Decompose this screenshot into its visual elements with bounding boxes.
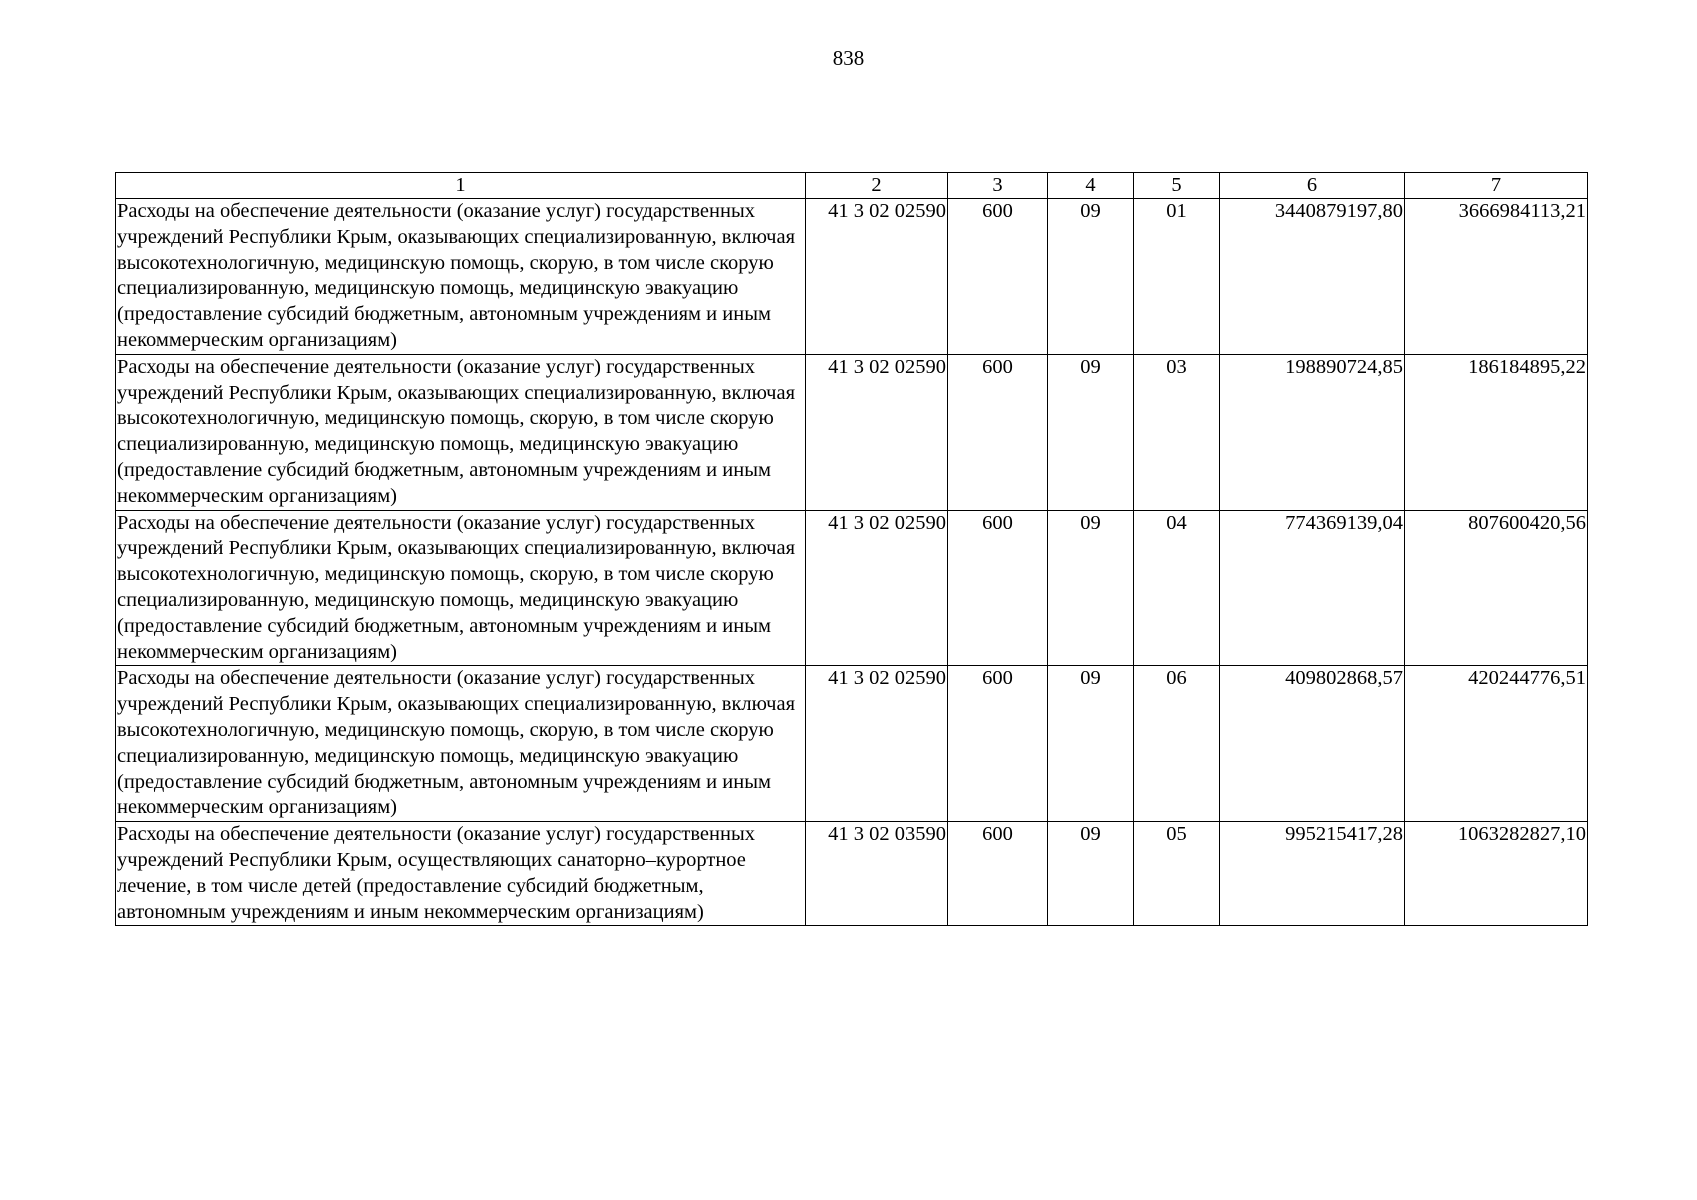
header-col-5: 5 [1134,173,1220,199]
table-header [116,173,1588,199]
header-col-6: 6 [1220,173,1405,199]
table-row [116,199,1588,355]
expense-type-code: 600 [948,822,1048,926]
expense-name: Расходы на обеспечение деятельности (оказание услуг) государственных учреждений Республики Крым, оказывающих специализированную, включая высокотехнологичную, медицинскую помощь, скорую, в том числе скорую специализированную, медицинскую помощь, медицинскую эвакуацию (предоставление субсидий бюджетным, автономным учреждениям и иным некоммерческим организациям) [116,666,806,822]
amount-col-7: 807600420,56 [1405,510,1588,666]
target-article-code: 41 3 02 02590 [806,354,948,510]
subsection-code: 05 [1134,822,1220,926]
header-col-2: 2 [806,173,948,199]
expense-name: Расходы на обеспечение деятельности (оказание услуг) государственных учреждений Республики Крым, осуществляющих санаторно–курортное лечение, в том числе детей (предоставление субсидий бюджетным, автономным учреждениям и иным некоммерческим организациям) [116,822,806,926]
subsection-code: 04 [1134,510,1220,666]
amount-col-7: 1063282827,10 [1405,822,1588,926]
header-col-7: 7 [1405,173,1588,199]
target-article-code: 41 3 02 02590 [806,199,948,355]
table-row [116,822,1588,926]
page-number: 838 [832,46,865,70]
header-col-3: 3 [948,173,1048,199]
header-row [116,173,1588,199]
section-code: 09 [1048,199,1134,355]
amount-col-6: 3440879197,80 [1220,199,1405,355]
expense-type-code: 600 [948,666,1048,822]
target-article-code: 41 3 02 02590 [806,666,948,822]
section-code: 09 [1048,510,1134,666]
amount-col-6: 409802868,57 [1220,666,1405,822]
expense-name: Расходы на обеспечение деятельности (оказание услуг) государственных учреждений Республики Крым, оказывающих специализированную, включая высокотехнологичную, медицинскую помощь, скорую, в том числе скорую специализированную, медицинскую помощь, медицинскую эвакуацию (предоставление субсидий бюджетным, автономным учреждениям и иным некоммерческим организациям) [116,510,806,666]
amount-col-7: 3666984113,21 [1405,199,1588,355]
expense-type-code: 600 [948,199,1048,355]
amount-col-7: 186184895,22 [1405,354,1588,510]
amount-col-6: 995215417,28 [1220,822,1405,926]
expense-type-code: 600 [948,354,1048,510]
header-col-4: 4 [1048,173,1134,199]
subsection-code: 03 [1134,354,1220,510]
subsection-code: 06 [1134,666,1220,822]
expense-name: Расходы на обеспечение деятельности (оказание услуг) государственных учреждений Республики Крым, оказывающих специализированную, включая высокотехнологичную, медицинскую помощь, скорую, в том числе скорую специализированную, медицинскую помощь, медицинскую эвакуацию (предоставление субсидий бюджетным, автономным учреждениям и иным некоммерческим организациям) [116,199,806,355]
amount-col-7: 420244776,51 [1405,666,1588,822]
expense-name: Расходы на обеспечение деятельности (оказание услуг) государственных учреждений Республики Крым, оказывающих специализированную, включая высокотехнологичную, медицинскую помощь, скорую, в том числе скорую специализированную, медицинскую помощь, медицинскую эвакуацию (предоставление субсидий бюджетным, автономным учреждениям и иным некоммерческим организациям) [116,354,806,510]
budget-table [115,172,1588,926]
header-col-1: 1 [116,173,806,199]
table-row [116,510,1588,666]
table-row [116,354,1588,510]
section-code: 09 [1048,666,1134,822]
section-code: 09 [1048,354,1134,510]
table-body [116,199,1588,926]
table-row [116,666,1588,822]
section-code: 09 [1048,822,1134,926]
target-article-code: 41 3 02 02590 [806,510,948,666]
amount-col-6: 198890724,85 [1220,354,1405,510]
amount-col-6: 774369139,04 [1220,510,1405,666]
subsection-code: 01 [1134,199,1220,355]
target-article-code: 41 3 02 03590 [806,822,948,926]
expense-type-code: 600 [948,510,1048,666]
